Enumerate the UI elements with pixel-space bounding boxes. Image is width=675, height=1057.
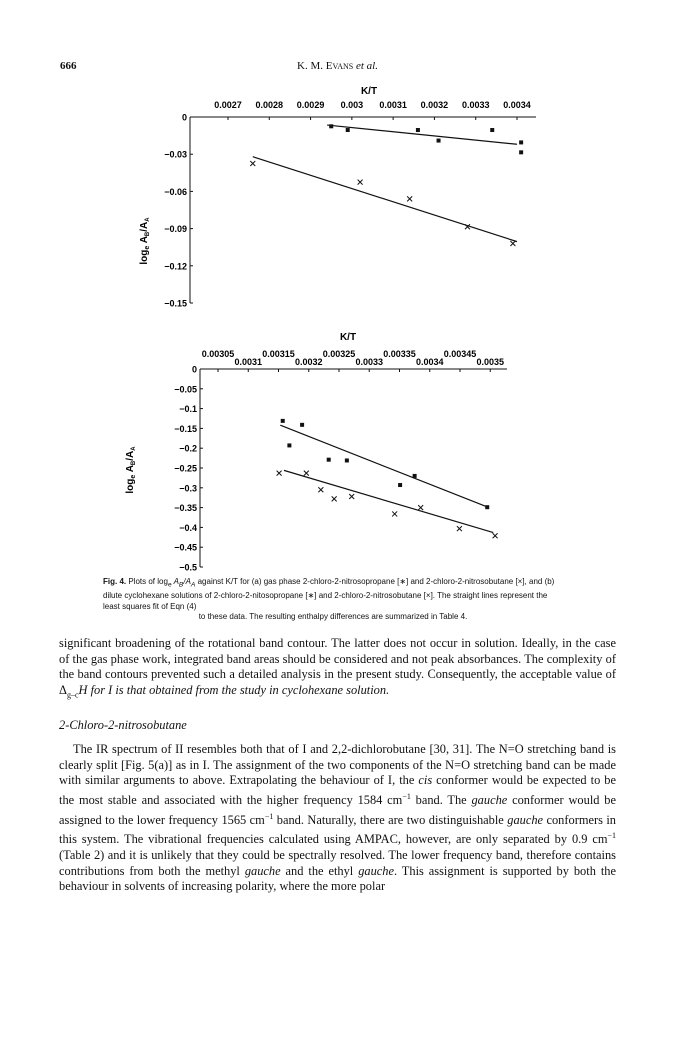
y-tick-label: −0.1 [179,404,197,415]
data-point-cross [332,496,337,501]
data-point-cross [493,533,498,538]
chart-b-y-axis-label: $\log_e A_B/A_A$ [125,446,137,494]
superscript: −1 [402,791,411,801]
x-tick-label: 0.0032 [294,357,323,367]
figure-4b-chart [0,300,675,575]
chart-a-fit-lines [253,125,517,242]
caption-text: Plots of log [126,577,168,586]
data-point-square [329,124,333,128]
x-tick-label: 0.0033 [461,100,490,110]
x-tick-label: 0.00315 [262,349,295,359]
x-tick-label: 0.00305 [201,349,235,359]
data-point-square [413,474,417,478]
caption-sub: e [167,581,172,589]
data-point-square [437,139,441,143]
chart-b-y-ticks [174,365,203,573]
data-point-cross [457,526,462,531]
running-head-authors: K. M. Evans [297,60,354,72]
data-point-cross [418,505,423,510]
data-point-cross [250,161,255,166]
data-point-cross [358,180,363,185]
figure-caption [103,577,563,623]
italic-term: gauche [244,863,281,878]
data-point-square [345,458,349,462]
y-tick-label: −0.5 [179,562,197,573]
y-tick-label: −0.3 [179,483,197,494]
paragraph-text: The IR spectrum of II resembles both that of I and 2,2-dichlorobutane [30, 31]. The N=O stretching band is clearly split [Fig. 5(a)] as in I. The assignment of the two components of the N=O stretching band can be made with similar arguments to above. Extrapolating the behaviour of I, the [59,742,616,788]
data-point-cross [407,196,412,201]
y-tick-label: −0.35 [174,503,197,514]
x-tick-label: 0.0031 [379,100,407,110]
paragraph-text: conformers in this system. The vibrational frequencies calculated using AMPAC, however, are only separated by 0.9 cm [59,812,616,847]
paragraph-text: band. The [410,792,472,807]
data-point-square [287,443,291,447]
caption-sub: A [190,581,196,589]
chart-a-points [250,124,523,246]
data-point-cross [318,487,323,492]
data-point-square [490,128,494,132]
y-tick-label: −0.15 [164,298,187,309]
x-tick-label: 0.0034 [415,357,444,367]
data-point-square [519,140,523,144]
paragraph-2 [59,742,616,895]
y-tick-label: −0.25 [174,463,197,474]
paragraph-text: H for I is that obtained from the study in cyclohexane solution. [78,682,390,697]
chart-a-y-ticks [164,113,193,309]
paragraph-text: . This assignment is supported by both the behaviour in solvents of increasing polarity, where the more polar [59,863,616,894]
chart-a-y-axis-label: $\log_e A_B/A_A$ [139,217,151,265]
x-tick-label: 0.0033 [355,357,384,367]
paragraph-text: (Table 2) and it is unlikely that they could be spectrally resolved. The lower frequency band, therefore contains contributions from both the methyl [59,847,616,878]
superscript: −1 [607,831,616,841]
italic-term: gauche [358,863,394,878]
caption-text: /A [183,577,191,586]
y-tick-label: −0.15 [174,423,197,434]
y-tick-label: −0.2 [179,443,197,454]
y-tick-label: −0.09 [164,224,187,235]
data-point-square [519,150,523,154]
caption-text: A [171,577,179,586]
italic-term: gauche [507,812,544,827]
page-number: 666 [60,60,77,72]
data-point-square [398,483,402,487]
paragraph-text: significant broadening of the rotational band contour. The latter does not occur in solution. Ideally, in the case of the gas phase work, integrated band areas should be considered and not peak absorbances. The complexity of the band contours prevented such a detailed analysis in the present study. Consequently, the acceptable value of Δ [59,636,616,697]
x-tick-label: 0.003 [340,100,364,110]
paragraph-sub: g–c [66,690,79,700]
least-squares-fit-line [327,125,517,144]
italic-term: gauche [471,792,508,807]
paragraph-1 [59,636,616,703]
figure-4a-chart [0,0,675,310]
x-tick-label: 0.00325 [322,349,356,359]
data-point-cross [510,241,515,246]
section-heading: 2-Chloro-2-nitrosobutane [59,718,187,732]
data-point-cross [392,511,397,516]
x-tick-label: 0.0027 [214,100,242,110]
paragraph-text: conformer would be assigned to the lower frequency 1565 cm [59,792,616,827]
x-tick-label: 0.0034 [503,100,531,110]
data-point-square [346,128,350,132]
paragraph-text: band. Naturally, there are two distinguishable [273,812,508,827]
chart-a-x-axis-label: K/T [360,86,378,97]
least-squares-fit-line [284,470,493,532]
paragraph-text: conformer would be expected to be the most stable and associated with the higher frequency 1584 cm [59,773,617,807]
caption-sub: B [178,581,184,589]
italic-term: cis [418,773,433,788]
caption-text: to these data. The resulting enthalpy differences are summarized in Table 4. [198,612,468,622]
data-point-square [485,505,489,509]
paragraph-text: and the ethyl [280,863,359,878]
y-tick-label: −0.45 [174,542,197,553]
data-point-square [300,423,304,427]
x-tick-label: 0.00335 [383,349,416,359]
data-point-cross [304,471,309,476]
data-point-square [281,419,285,423]
y-tick-label: −0.03 [164,149,187,160]
data-point-square [327,458,331,462]
data-point-cross [349,494,354,499]
y-tick-label: −0.05 [174,384,197,395]
y-tick-label: 0 [181,112,187,123]
chart-b-x-axis-label: K/T [339,332,357,343]
superscript: −1 [264,811,274,821]
running-head-et-al: et al. [353,60,378,72]
y-tick-label: −0.4 [179,522,197,533]
y-tick-label: 0 [191,364,197,375]
y-tick-label: −0.06 [164,186,187,197]
least-squares-fit-line [253,157,517,242]
x-tick-label: 0.0032 [420,100,449,110]
x-tick-label: 0.0028 [255,100,284,110]
data-point-square [416,128,420,132]
data-point-cross [277,471,282,476]
x-tick-label: 0.0031 [234,357,263,367]
x-tick-label: 0.0035 [476,357,505,367]
caption-label: Fig. 4. [103,577,127,586]
least-squares-fit-line [280,425,486,506]
y-tick-label: −0.12 [164,261,187,272]
caption-text: against K/T for (a) gas phase 2-chloro-2-nitrosopropane [∗] and 2-chloro-2-nitrosobutane [×], and (b) dilute cyclohexane solutions of 2-chloro-2-nitosopropane [∗] and 2-chloro-2-nitrosobutane [×]. The straight lines represent the least squares fit of Eqn (4) [103,577,555,611]
chart-b-fit-lines [280,425,493,532]
x-tick-label: 0.0029 [296,100,325,110]
x-tick-label: 0.00345 [443,349,477,359]
